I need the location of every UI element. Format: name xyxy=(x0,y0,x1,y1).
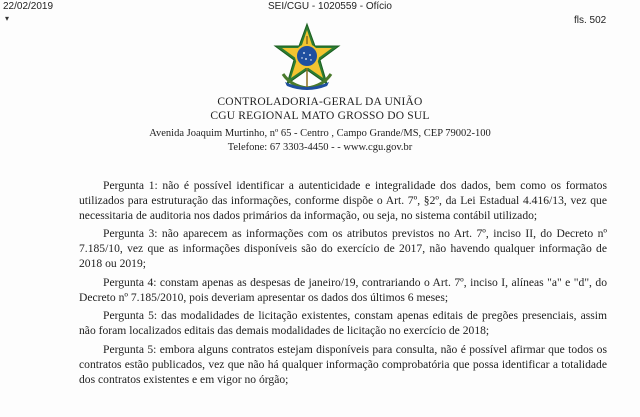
brazil-coat-of-arms-icon xyxy=(271,22,343,92)
office-contact: Telefone: 67 3303-4450 - - www.cgu.gov.br xyxy=(227,142,413,153)
paragraph-pergunta-1: Pergunta 1: não é possível identificar a autenticidade e integralidade dos dados, bem como os formatos utilizados para estruturação das informações, conforme dispõe o Art. 7º, §2º, da Lei Estadual 4.416/13, vez que necessitaria de auditoria nos dados primários da informação, ou seja, no sistema contábil utilizado; xyxy=(79,179,607,222)
paragraph-pergunta-5a: Pergunta 5: das modalidades de licitação existentes, constam apenas editais de pregões presenciais, assim não foram localizados editais das demais modalidades de licitação no exercício de 2018; xyxy=(79,309,607,338)
document-reference: SEI/CGU - 1020559 - Ofício xyxy=(268,1,392,12)
pin-mark-icon: ▾ xyxy=(5,14,10,23)
document-body xyxy=(79,179,607,391)
office-address: Avenida Joaquim Murtinho, nº 65 - Centro , Campo Grande/MS, CEP 79002-100 xyxy=(149,128,491,139)
paragraph-pergunta-3: Pergunta 3: não aparecem as informações com os atributos previstos no Art. 7º, inciso II, do Decreto nº 7.185/10, vez que as informações disponíveis são do exercício de 2017, não havendo qualquer informação de 2018 ou 2019; xyxy=(79,227,607,270)
paragraph-pergunta-5b: Pergunta 5: embora alguns contratos estejam disponíveis para consulta, não é possível afirmar que todos os contratos estão publicados, vez que não há qualquer informação comprobatória que possa identificar a totalidade dos contratos existentes e em vigor no órgão; xyxy=(79,342,607,386)
regional-office-name: CGU REGIONAL MATO GROSSO DO SUL xyxy=(210,110,430,122)
print-date: 22/02/2019 xyxy=(3,1,54,12)
page-number: fls. 502 xyxy=(574,15,607,26)
organization-name: CONTROLADORIA-GERAL DA UNIÃO xyxy=(217,96,423,108)
paragraph-pergunta-4: Pergunta 4: constam apenas as despesas de janeiro/19, contrariando o Art. 7º, inciso I, alíneas "a" e "d", do Decreto nº 7.185/2010, pois deveriam apresentar os dados dos últimos 6 meses; xyxy=(79,275,607,304)
